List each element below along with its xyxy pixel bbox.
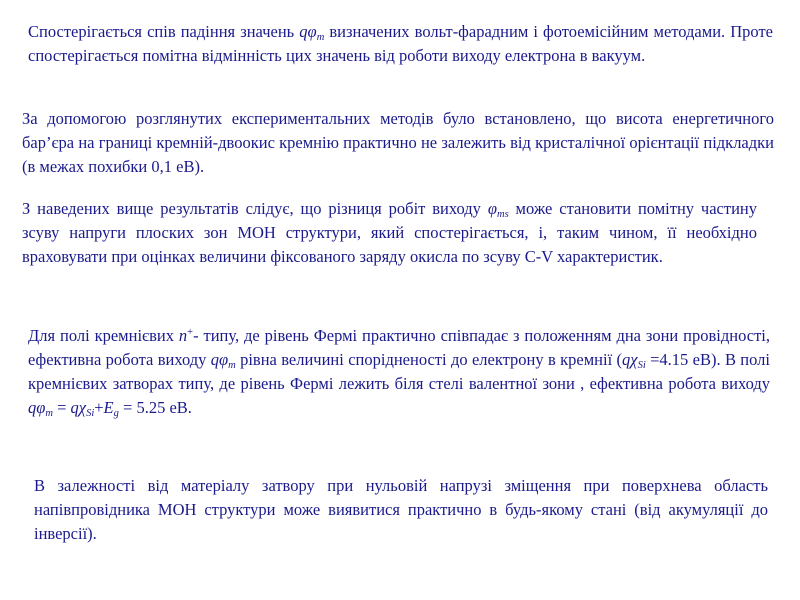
paragraph-photoemission bbox=[28, 20, 773, 68]
math-subscript: Si bbox=[637, 360, 646, 371]
math-subscript: m bbox=[228, 360, 236, 371]
paragraph-gate-material bbox=[34, 474, 768, 546]
math-symbol: n bbox=[178, 326, 188, 345]
text: Для полі кремнієвих bbox=[28, 326, 179, 345]
math-symbol: qφ bbox=[28, 398, 46, 417]
math-symbol: qχ bbox=[622, 350, 638, 369]
math-subscript: m bbox=[45, 408, 53, 419]
text: За допомогою розглянутих експериментальних методів було встановлено, що висота енергетичного бар’єра на границі кремній-двоокис кремнію практично не залежить від кристалічної орієнтації підкладки (в межах похибки 0,1 еВ). bbox=[22, 109, 774, 176]
text: =4.15 еВ). В полі кремнієвих затворах типу, де рівень Фермі лежить біля стелі валентної зони , ефективна робота виходу bbox=[28, 350, 770, 393]
text: Спостерігається спів падіння значень bbox=[28, 22, 300, 41]
text: визначених вольт-фарадним і фотоемісійним методами. Проте спостерігається помітна відмінність цих значень від роботи виходу електрона в вакуум. bbox=[28, 22, 773, 65]
math-symbol: qφ bbox=[299, 22, 317, 41]
math-symbol: E bbox=[103, 398, 114, 417]
text: = bbox=[52, 398, 71, 417]
text: + bbox=[94, 398, 104, 417]
text: В залежності від матеріалу затвору при нульовій напрузі зміщення при поверхнева область напівпровідника МОН структури може виявитися практично в будь-якому стані (від акумуляції до інверсії). bbox=[34, 476, 768, 543]
paragraph-barrier-height bbox=[22, 107, 774, 179]
math-symbol: qχ bbox=[70, 398, 87, 417]
text: - типу, де рівень Фермі практично співпадає з положенням дна зони провідності, ефективна робота виходу bbox=[28, 326, 770, 369]
text: може становити помітну частину зсуву напруги плоских зон МОН структури, який спостерігається, і, таким чином, її необхідно враховувати при оцінках величини фіксованого заряду окисла по зсуву C-V характеристик. bbox=[22, 199, 757, 266]
math-subscript: ms bbox=[496, 209, 509, 220]
paragraph-polysilicon-gates bbox=[28, 324, 770, 420]
text: З наведених вище результатів слідує, що різниця робіт виходу bbox=[22, 199, 488, 218]
math-symbol: φ bbox=[487, 199, 497, 218]
math-symbol: qφ bbox=[210, 350, 229, 369]
text: = 5.25 еВ. bbox=[118, 398, 192, 417]
math-subscript: m bbox=[316, 32, 325, 43]
math-subscript: Si bbox=[86, 408, 95, 419]
math-superscript: + bbox=[187, 327, 194, 338]
math-subscript: g bbox=[113, 408, 119, 419]
paragraph-work-function-difference bbox=[22, 197, 757, 269]
text: рівна величині спорідненості до електрону в кремнії ( bbox=[235, 350, 623, 369]
